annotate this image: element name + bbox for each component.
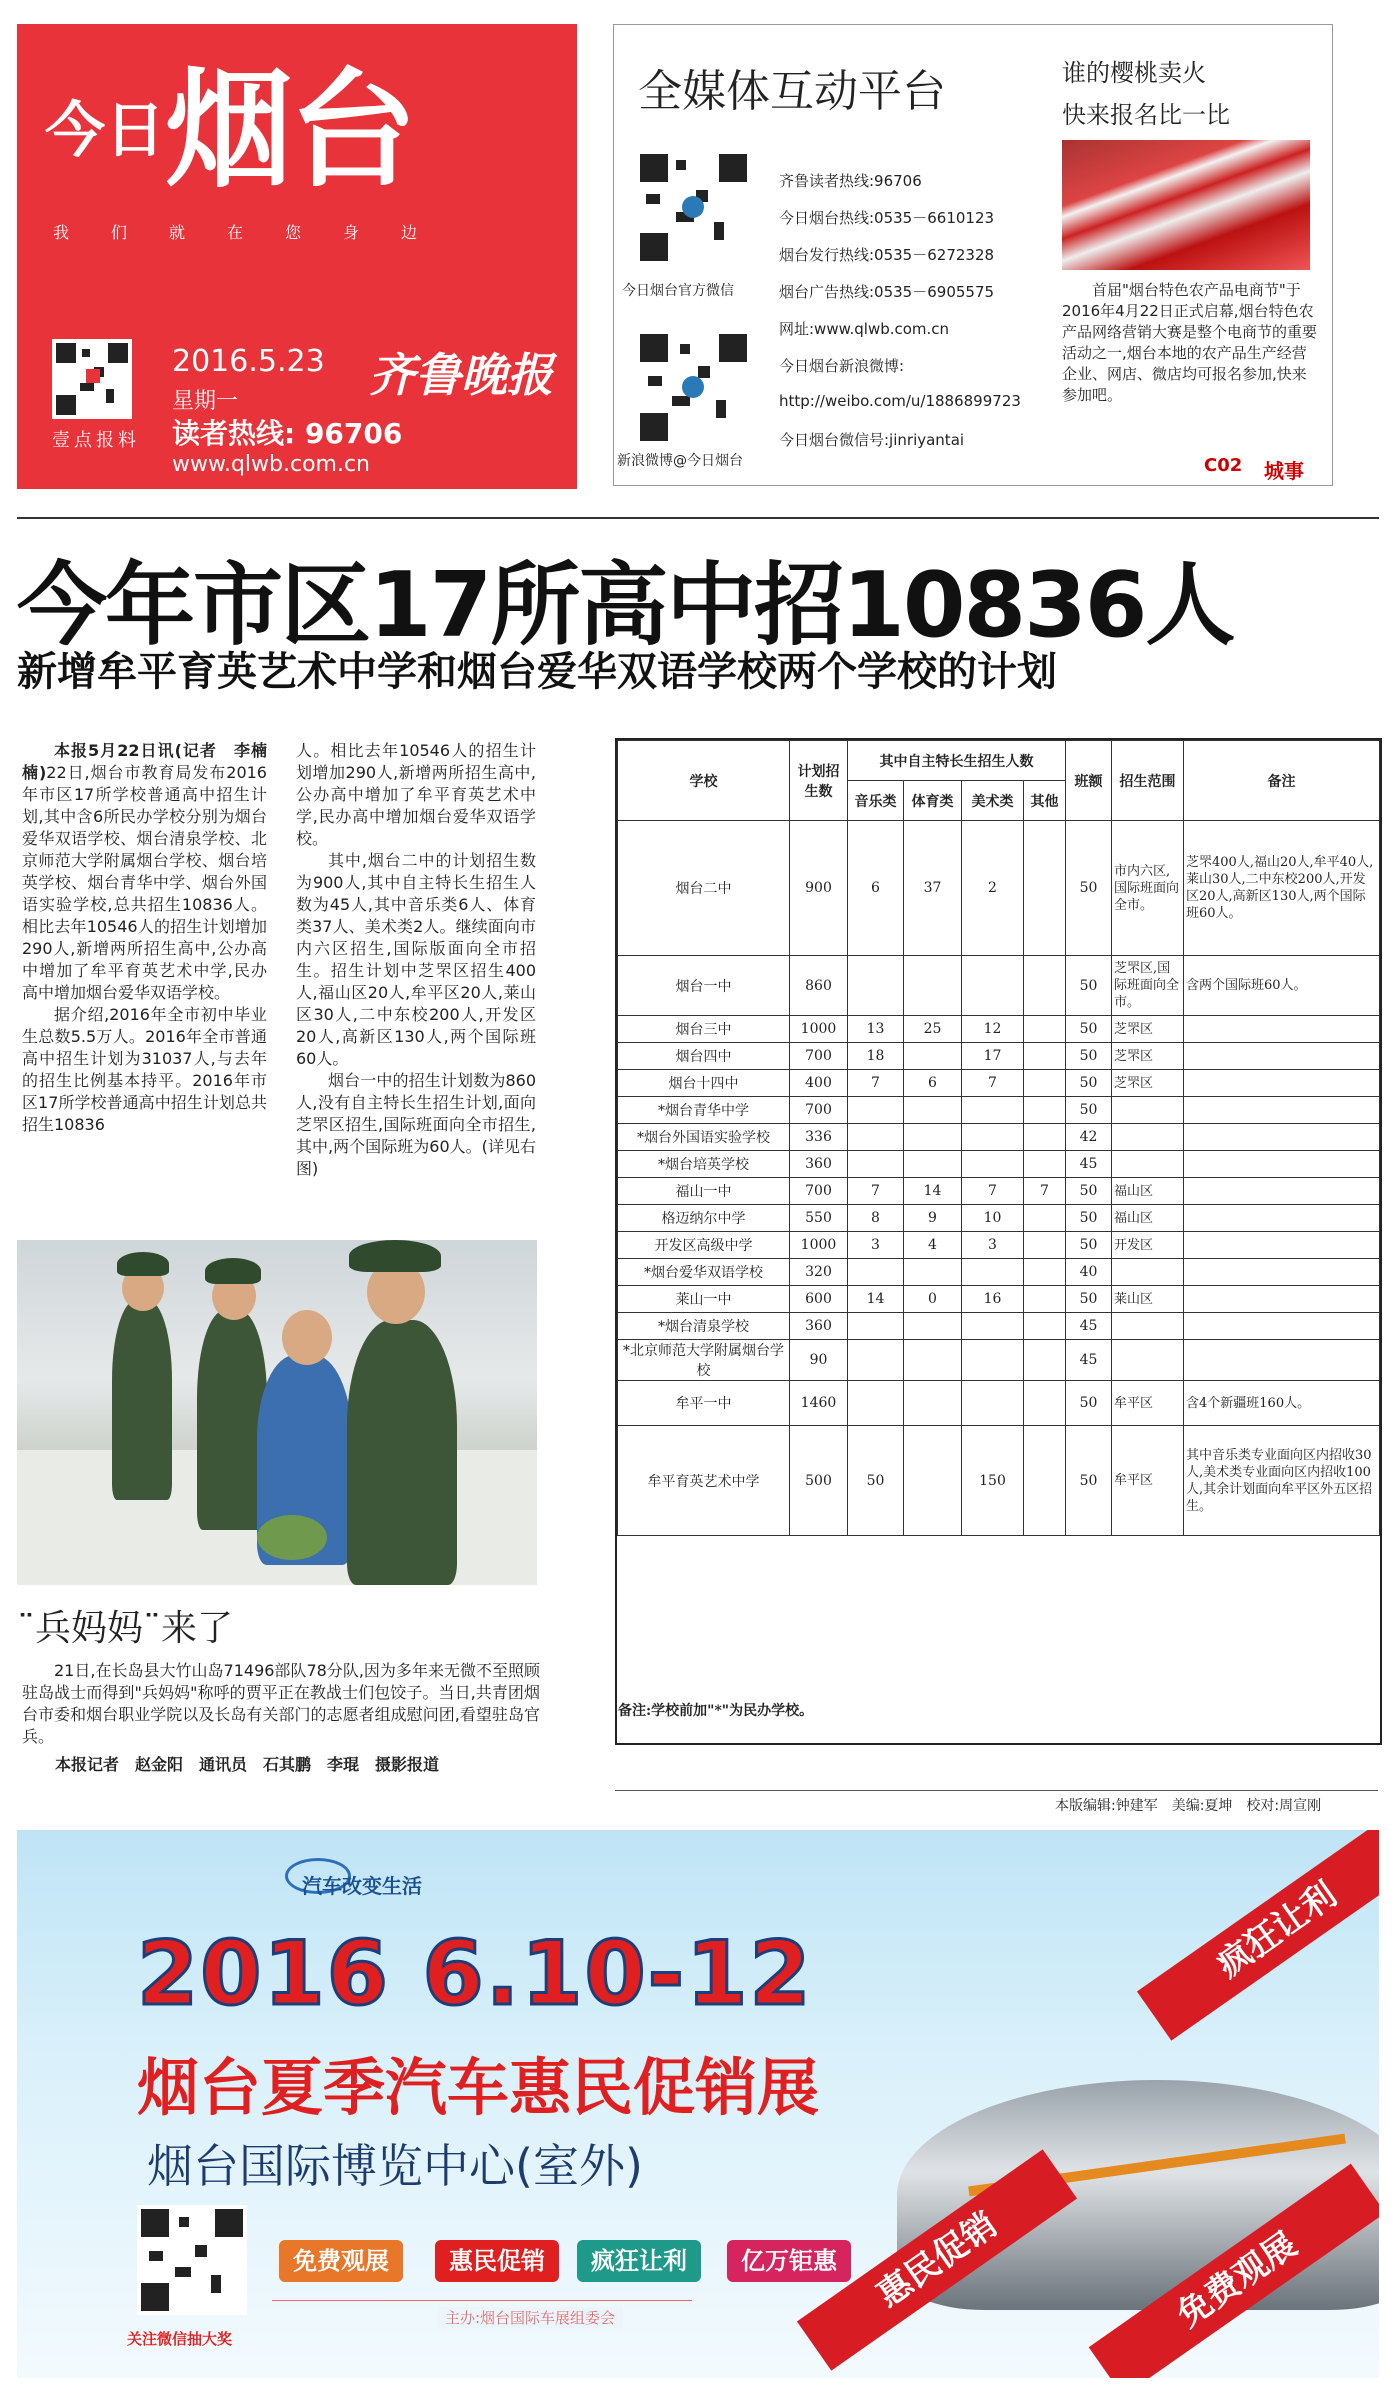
table-cell-notes [1184, 1259, 1380, 1286]
col-header-special: 其中自主特长生招生人数 [848, 741, 1066, 781]
table-cell-plan: 360 [790, 1151, 848, 1178]
table-cell-school: 烟台二中 [618, 821, 790, 956]
table-cell-notes [1184, 1070, 1380, 1097]
article-paragraph: 据介绍,2016年全市初中毕业生总数5.5万人。2016年全市普通高中招生计划为31037人,与去年的招生比例基本持平。2016年市区17所学校普通高中招生计划总共招生10836 [22, 1005, 267, 1134]
table-cell-school: 莱山一中 [618, 1286, 790, 1313]
promo-text: 首届"烟台特色农产品电商节"于2016年4月22日正式启幕,烟台特色农产品网络营销大赛是整个电商节的重要活动之一,烟台本地的农产品生产经营企业、网店、微店均可报名参加,快来参加吧。 [1062, 281, 1318, 404]
table-cell-school: 福山一中 [618, 1178, 790, 1205]
table-cell-class: 45 [1066, 1313, 1112, 1340]
table-cell-sports: 6 [904, 1070, 962, 1097]
media-line: 网址:www.qlwb.com.cn [779, 320, 950, 338]
table-cell-other [1024, 1259, 1066, 1286]
table-cell-range: 芝罘区 [1112, 1043, 1184, 1070]
media-line[interactable]: http://weibo.com/u/1886899723 [779, 392, 1021, 410]
col-header-art: 美术类 [962, 781, 1024, 821]
table-cell-art [962, 1381, 1024, 1426]
page-section: 城事 [1264, 459, 1304, 483]
masthead [17, 24, 577, 489]
table-row [618, 1381, 1380, 1426]
table-cell-other [1024, 1151, 1066, 1178]
table-row [618, 1043, 1380, 1070]
table-cell-sports [904, 1426, 962, 1536]
table-cell-music: 14 [848, 1286, 904, 1313]
table-cell-art [962, 1259, 1024, 1286]
ad-qr-code[interactable] [137, 2205, 247, 2315]
table-row [618, 1205, 1380, 1232]
table-cell-other [1024, 1043, 1066, 1070]
weibo-qr-code[interactable] [636, 330, 751, 445]
table-cell-plan: 550 [790, 1205, 848, 1232]
table-row [618, 1124, 1380, 1151]
table-cell-music: 18 [848, 1043, 904, 1070]
table-cell-school: 烟台四中 [618, 1043, 790, 1070]
media-line: 烟台广告热线:0535－6905575 [779, 283, 995, 301]
table-cell-other [1024, 1381, 1066, 1426]
table-cell-notes [1184, 1313, 1380, 1340]
table-cell-range [1112, 1340, 1184, 1381]
photo-caption: 21日,在长岛县大竹山岛71496部队78分队,因为多年来无微不至照顾驻岛战士而得到"兵妈妈"称呼的贾平正在教战士们包饺子。当日,共青团烟台市委和烟台职业学院以及长岛有关部门的志愿者组成慰问团,看望驻岛官兵。 [22, 1661, 540, 1746]
table-cell-school: 格迈纳尔中学 [618, 1205, 790, 1232]
qr-label: 壹点报料 [52, 430, 140, 451]
ribbon-free-visit: 免费观展 [1089, 2164, 1379, 2378]
table-row [618, 956, 1380, 1016]
table-cell-notes [1184, 1340, 1380, 1381]
table-cell-sports [904, 1340, 962, 1381]
issue-weekday: 星期一 [172, 389, 239, 414]
table-cell-other [1024, 1016, 1066, 1043]
table-cell-school: 牟平一中 [618, 1381, 790, 1426]
table-cell-music [848, 1124, 904, 1151]
table-cell-other [1024, 1070, 1066, 1097]
table-cell-range: 芝罘区 [1112, 1070, 1184, 1097]
table-cell-notes [1184, 1097, 1380, 1124]
table-cell-range: 莱山区 [1112, 1286, 1184, 1313]
table-cell-class: 50 [1066, 956, 1112, 1016]
table-cell-school: *烟台爱华双语学校 [618, 1259, 790, 1286]
ad-brand: 汽车改变生活 [302, 1874, 422, 1898]
col-header-school: 学校 [618, 741, 790, 821]
table-cell-music [848, 1340, 904, 1381]
table-cell-school: *烟台清泉学校 [618, 1313, 790, 1340]
table-cell-art: 150 [962, 1426, 1024, 1536]
table-cell-sports [904, 1097, 962, 1124]
table-cell-range: 牟平区 [1112, 1381, 1184, 1426]
table-cell-sports [904, 1043, 962, 1070]
table-cell-notes [1184, 1286, 1380, 1313]
table-cell-school: *烟台培英学校 [618, 1151, 790, 1178]
table-row [618, 1151, 1380, 1178]
table-cell-other [1024, 1426, 1066, 1536]
divider [272, 2300, 692, 2301]
table-row [618, 1016, 1380, 1043]
table-cell-notes [1184, 1016, 1380, 1043]
table-cell-music: 7 [848, 1178, 904, 1205]
table-cell-class: 50 [1066, 1043, 1112, 1070]
table-cell-music: 7 [848, 1070, 904, 1097]
table-cell-plan: 360 [790, 1313, 848, 1340]
table-cell-class: 50 [1066, 1178, 1112, 1205]
article-column-2 [296, 740, 536, 1180]
table-cell-school: 牟平育英艺术中学 [618, 1426, 790, 1536]
divider [615, 1790, 1378, 1791]
table-cell-art: 3 [962, 1232, 1024, 1259]
table-cell-music: 8 [848, 1205, 904, 1232]
table-cell-class: 50 [1066, 1286, 1112, 1313]
col-header-range: 招生范围 [1112, 741, 1184, 821]
article-paragraph: 其中,烟台二中的计划招生数为900人,其中自主特长生招生人数为45人,其中音乐类6人、体育类37人、美术类2人。继续面向市内六区招生,国际版面向全市招生。招生计划中芝罘区招生400人,福山区20人,牟平区20人,莱山区30人,二中东校200人,开发区20人,高新区130人,两个国际班60人。 [296, 851, 536, 1068]
table-cell-art: 17 [962, 1043, 1024, 1070]
ribbon-discount: 疯狂让利 [1137, 1830, 1379, 2041]
table-cell-range: 福山区 [1112, 1178, 1184, 1205]
wechat-qr-code[interactable] [636, 150, 751, 265]
table-cell-class: 50 [1066, 1205, 1112, 1232]
table-cell-sports [904, 1151, 962, 1178]
table-cell-class: 45 [1066, 1151, 1112, 1178]
table-cell-sports: 0 [904, 1286, 962, 1313]
table-cell-art [962, 956, 1024, 1016]
table-cell-class: 40 [1066, 1259, 1112, 1286]
table-cell-class: 50 [1066, 1016, 1112, 1043]
weibo-label: 新浪微博@今日烟台 [617, 453, 743, 469]
table-cell-art [962, 1097, 1024, 1124]
discount-button[interactable]: 疯狂让利 [577, 2240, 701, 2282]
ribbon-promotion: 惠民促销 [797, 2149, 1077, 2370]
table-cell-range [1112, 1151, 1184, 1178]
table-cell-art [962, 1151, 1024, 1178]
table-cell-plan: 336 [790, 1124, 848, 1151]
table-row [618, 1313, 1380, 1340]
page-number: C02 [1204, 455, 1243, 476]
table-cell-class: 50 [1066, 821, 1112, 956]
table-cell-notes: 芝罘400人,福山20人,牟平40人,莱山30人,二中东校200人,开发区20人,高新区130人,两个国际班60人。 [1184, 821, 1380, 956]
ad-title: 烟台夏季汽车惠民促销展 [137, 2051, 820, 2124]
table-cell-plan: 700 [790, 1043, 848, 1070]
subheadline: 新增牟平育英艺术中学和烟台爱华双语学校两个学校的计划 [17, 649, 1057, 695]
table-cell-art: 7 [962, 1070, 1024, 1097]
table-cell-range: 福山区 [1112, 1205, 1184, 1232]
table-cell-music [848, 1381, 904, 1426]
table-cell-notes: 含4个新疆班160人。 [1184, 1381, 1380, 1426]
editor-credits: 本版编辑:钟建军 美编:夏坤 校对:周宣刚 [1055, 1798, 1322, 1814]
table-cell-school: 烟台十四中 [618, 1070, 790, 1097]
table-cell-notes [1184, 1178, 1380, 1205]
table-cell-plan: 860 [790, 956, 848, 1016]
table-cell-school: *烟台外国语实验学校 [618, 1124, 790, 1151]
table-cell-plan: 600 [790, 1286, 848, 1313]
table-cell-range [1112, 1124, 1184, 1151]
table-cell-range [1112, 1097, 1184, 1124]
table-cell-sports: 25 [904, 1016, 962, 1043]
table-cell-other [1024, 821, 1066, 956]
table-cell-school: 烟台三中 [618, 1016, 790, 1043]
table-cell-notes [1184, 1043, 1380, 1070]
table-cell-sports: 4 [904, 1232, 962, 1259]
media-line: 今日烟台热线:0535－6610123 [779, 209, 995, 227]
website-link[interactable]: www.qlwb.com.cn [172, 452, 370, 477]
article-paragraph: 22日,烟台市教育局发布2016年市区17所学校普通高中招生计划,其中含6所民办学校分别为烟台爱华双语学校、烟台清泉学校、北京师范大学附属烟台学校、烟台培英学校、烟台青华中学、烟台外国语实验学校,总共招生10836人。相比去年10546人的招生计划增加290人,新增两所招生高中,公办高中增加了牟平育英艺术中学,民办高中增加烟台爱华双语学校。 [22, 763, 267, 1002]
table-row [618, 1426, 1380, 1536]
table-cell-class: 50 [1066, 1070, 1112, 1097]
wechat-label: 今日烟台官方微信 [622, 283, 734, 299]
table-cell-range: 市内六区,国际班面向全市。 [1112, 821, 1184, 956]
table-cell-other: 7 [1024, 1178, 1066, 1205]
reader-hotline: 读者热线: 96706 [172, 417, 403, 450]
table-cell-class: 50 [1066, 1426, 1112, 1536]
table-cell-plan: 900 [790, 821, 848, 956]
table-cell-other [1024, 1340, 1066, 1381]
headline: 今年市区17所高中招10836人 [17, 553, 1234, 658]
table-cell-other [1024, 1097, 1066, 1124]
table-cell-school: *烟台青华中学 [618, 1097, 790, 1124]
divider [17, 517, 1379, 519]
table-cell-music: 13 [848, 1016, 904, 1043]
report-qr-code[interactable] [52, 339, 132, 419]
promo-title: 谁的樱桃卖火 [1062, 59, 1206, 87]
car-expo-ad[interactable] [17, 1830, 1379, 2378]
table-cell-art: 2 [962, 821, 1024, 956]
col-header-other: 其他 [1024, 781, 1066, 821]
table-cell-music [848, 1097, 904, 1124]
table-cell-music [848, 1151, 904, 1178]
table-cell-music: 3 [848, 1232, 904, 1259]
ad-venue: 烟台国际博览中心(室外) [147, 2139, 643, 2193]
table-cell-music [848, 956, 904, 1016]
table-row [618, 1097, 1380, 1124]
issue-date: 2016.5.23 [172, 344, 325, 379]
mega-deal-button[interactable]: 亿万钜惠 [727, 2240, 851, 2282]
ad-qr-label: 关注微信抽大奖 [127, 2330, 233, 2348]
table-cell-plan: 1460 [790, 1381, 848, 1426]
table-cell-plan: 320 [790, 1259, 848, 1286]
col-header-sports: 体育类 [904, 781, 962, 821]
col-header-music: 音乐类 [848, 781, 904, 821]
table-cell-plan: 90 [790, 1340, 848, 1381]
table-row [618, 1340, 1380, 1381]
table-row [618, 821, 1380, 956]
article-column-1 [22, 740, 267, 1136]
table-cell-sports [904, 1259, 962, 1286]
paper-name: 齐鲁晚报 [369, 348, 553, 402]
table-cell-music [848, 1259, 904, 1286]
masthead-slogan: 我们就在您身边 [53, 223, 460, 242]
enrollment-table [615, 738, 1382, 1745]
table-cell-plan: 500 [790, 1426, 848, 1536]
table-cell-music [848, 1313, 904, 1340]
col-header-plan: 计划招生数 [790, 741, 848, 821]
media-line: 齐鲁读者热线:96706 [779, 172, 922, 190]
photo-title: ¨兵妈妈¨来了 [17, 1608, 234, 1649]
table-cell-sports: 14 [904, 1178, 962, 1205]
article-paragraph: 人。相比去年10546人的招生计划增加290人,新增两所招生高中,公办高中增加了牟平育英艺术中学,民办高中增加烟台爱华双语学校。 [296, 741, 536, 848]
newspaper-logo: $^{今日}$烟台 [45, 56, 414, 205]
table-cell-school: 烟台一中 [618, 956, 790, 1016]
table-cell-other [1024, 1232, 1066, 1259]
table-cell-notes [1184, 1232, 1380, 1259]
table-cell-art: 12 [962, 1016, 1024, 1043]
table-cell-notes: 其中音乐类专业面向区内招收30人,美术类专业面向区内招收100人,其余计划面向牟平区外五区招生。 [1184, 1426, 1380, 1536]
promotion-button[interactable]: 惠民促销 [435, 2240, 559, 2282]
table-cell-art: 16 [962, 1286, 1024, 1313]
media-title: 全媒体互动平台 [638, 66, 946, 117]
table-cell-music: 50 [848, 1426, 904, 1536]
ad-date: 2016 6.10-12 [137, 1922, 813, 2025]
table-cell-art: 10 [962, 1205, 1024, 1232]
table-cell-class: 50 [1066, 1381, 1112, 1426]
col-header-notes: 备注 [1184, 741, 1380, 821]
cherry-photo [1062, 140, 1310, 270]
table-cell-notes [1184, 1205, 1380, 1232]
table-row [618, 1232, 1380, 1259]
table-cell-art [962, 1313, 1024, 1340]
table-cell-sports: 37 [904, 821, 962, 956]
table-cell-sports [904, 956, 962, 1016]
table-cell-class: 50 [1066, 1232, 1112, 1259]
promo-subtitle: 快来报名比一比 [1062, 101, 1230, 129]
table-cell-plan: 1000 [790, 1232, 848, 1259]
table-row [618, 1259, 1380, 1286]
table-cell-notes: 含两个国际班60人。 [1184, 956, 1380, 1016]
news-photo [17, 1240, 537, 1585]
table-cell-school: 开发区高级中学 [618, 1232, 790, 1259]
media-line: 今日烟台微信号:jinriyantai [779, 431, 965, 449]
table-cell-other [1024, 1313, 1066, 1340]
table-footnote: 备注:学校前加"*"为民办学校。 [618, 1703, 814, 1719]
article-lead: 本报5月22日讯(记者 李楠楠) [22, 741, 267, 782]
media-platform-box [613, 24, 1333, 486]
table-cell-school: *北京师范大学附属烟台学校 [618, 1340, 790, 1381]
table-cell-range: 开发区 [1112, 1232, 1184, 1259]
free-visit-button[interactable]: 免费观展 [279, 2240, 403, 2282]
table-cell-range: 芝罘区,国际班面向全市。 [1112, 956, 1184, 1016]
table-cell-music: 6 [848, 821, 904, 956]
table-cell-class: 50 [1066, 1097, 1112, 1124]
table-cell-art [962, 1124, 1024, 1151]
media-line: 今日烟台新浪微博: [779, 357, 905, 375]
table-cell-plan: 400 [790, 1070, 848, 1097]
article-paragraph: 烟台一中的招生计划数为860人,没有自主特长生招生计划,面向芝罘区招生,国际班面向全市招生,其中,两个国际班为60人。(详见右图) [296, 1071, 536, 1178]
table-cell-plan: 700 [790, 1178, 848, 1205]
table-cell-plan: 700 [790, 1097, 848, 1124]
table-cell-class: 45 [1066, 1340, 1112, 1381]
table-cell-range [1112, 1259, 1184, 1286]
table-cell-range [1112, 1313, 1184, 1340]
ad-organizer: 主办:烟台国际车展组委会 [437, 2307, 623, 2328]
table-cell-range: 芝罘区 [1112, 1016, 1184, 1043]
table-cell-other [1024, 1286, 1066, 1313]
table-cell-notes [1184, 1151, 1380, 1178]
table-cell-other [1024, 1124, 1066, 1151]
table-row [618, 1070, 1380, 1097]
table-cell-art [962, 1340, 1024, 1381]
table-cell-class: 42 [1066, 1124, 1112, 1151]
table-cell-notes [1184, 1124, 1380, 1151]
table-cell-sports [904, 1381, 962, 1426]
table-cell-art: 7 [962, 1178, 1024, 1205]
table-cell-sports: 9 [904, 1205, 962, 1232]
table-cell-other [1024, 956, 1066, 1016]
media-line: 烟台发行热线:0535－6272328 [779, 246, 995, 264]
col-header-class: 班额 [1066, 741, 1112, 821]
table-cell-sports [904, 1313, 962, 1340]
table-cell-plan: 1000 [790, 1016, 848, 1043]
table-cell-sports [904, 1124, 962, 1151]
table-row [618, 1178, 1380, 1205]
table-row [618, 1286, 1380, 1313]
table-cell-other [1024, 1205, 1066, 1232]
table-cell-range: 牟平区 [1112, 1426, 1184, 1536]
photo-credit: 本报记者 赵金阳 通讯员 石其鹏 李琨 摄影报道 [55, 1755, 440, 1774]
